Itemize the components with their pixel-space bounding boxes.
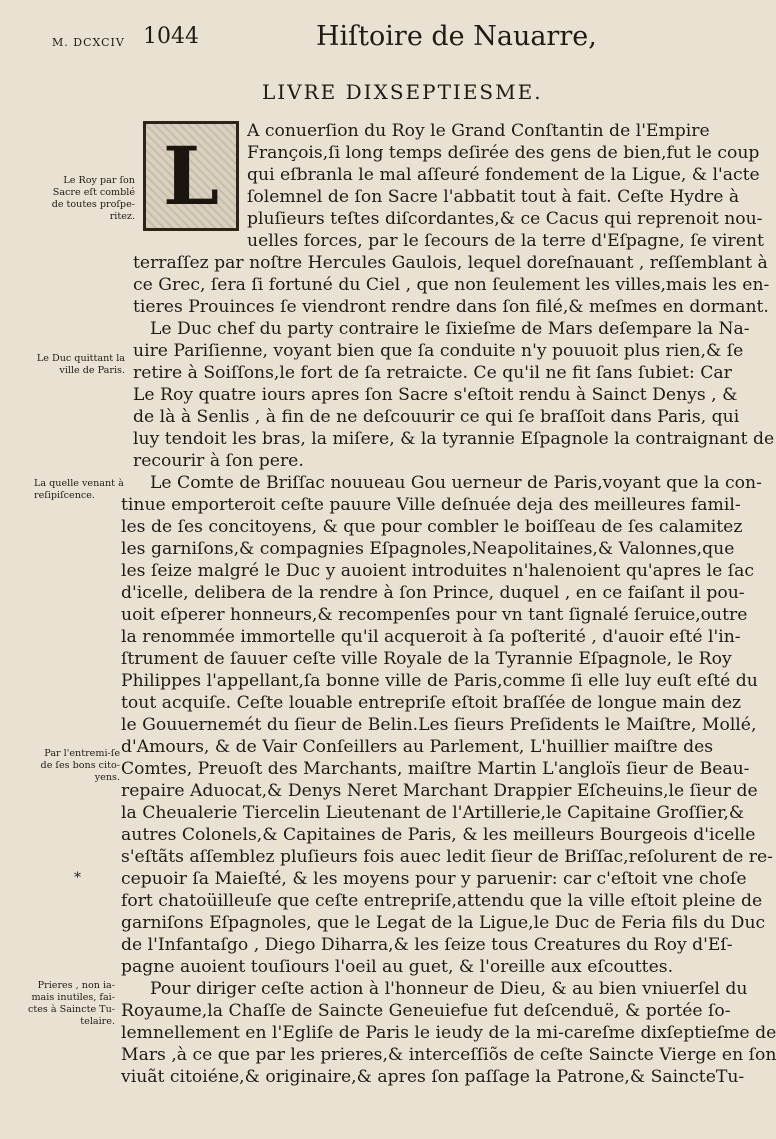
text-line: le Gouuernemét du ſieur de Belin.Les ſieurs Preſidents le Maiſtre, Mollé, xyxy=(121,715,757,735)
text-line: les de ſes concitoyens, & que pour combler le boiſſeau de ſes calamitez xyxy=(121,517,743,537)
text-line: Mars ,à ce que par les prieres,& interceſſiõs de ceſte Saincte Vierge en ſon xyxy=(121,1045,776,1065)
margin-note: Le Duc quittant la ville de Paris. xyxy=(36,353,125,376)
text-line: d'icelle, delibera de la rendre à ſon Prince, duquel , en ce faiſant il pou- xyxy=(121,583,745,603)
page-number: 1044 xyxy=(143,24,199,49)
text-line: pluſieurs teſtes diſcordantes,& ce Cacus qui reprenoit nou- xyxy=(247,209,763,229)
text-line: Le Roy quatre iours apres ſon Sacre s'eſtoit rendu à Sainct Denys , & xyxy=(133,385,738,405)
text-line: ſtrument de ſauuer ceſte ville Royale de la Tyrannie Eſpagnole, le Roy xyxy=(121,649,732,669)
initial-letter: L xyxy=(162,129,220,223)
text-line: cepuoir ſa Maieſté, & les moyens pour y paruenir: car c'eſtoit vne choſe xyxy=(121,869,747,889)
text-line: retire à Soiſſons,le fort de ſa retraicte. Ce qu'il ne fit ſans ſubiet: Car xyxy=(133,363,732,383)
margin-note: La quelle venant à reſipiſcence. xyxy=(34,478,124,501)
text-line: uelles forces, par le ſecours de la terre d'Eſpagne, ſe virent xyxy=(247,231,764,251)
text-line: la Cheualerie Tiercelin Lieutenant de l'Artillerie,le Capitaine Groſſier,& xyxy=(121,803,745,823)
text-line: recourir à ſon pere. xyxy=(133,451,304,471)
text-line: les garniſons,& compagnies Eſpagnoles,Neapolitaines,& Valonnes,que xyxy=(121,539,735,559)
text-line: viuãt citoiéne,& originaire,& apres ſon paſſage la Patrone,& SaincteTu- xyxy=(121,1067,745,1087)
text-line: les ſeize malgré le Duc y auoient introduites n'halenoient qu'apres le ſac xyxy=(121,561,754,581)
text-line: qui eſbranla le mal aſſeuré fondement de la Ligue, & l'acte xyxy=(247,165,760,185)
text-line: François,ſi long temps deſirée des gens de bien,fut le coup xyxy=(247,143,760,163)
text-line: autres Colonels,& Capitaines de Paris, & les meilleurs Bourgeois d'icelle xyxy=(121,825,756,845)
text-line: Pour diriger ceſte action à l'honneur de Dieu, & au bien vniuerſel du xyxy=(150,979,748,999)
text-line: d'Amours, & de Vair Conſeillers au Parlement, L'huillier maiſtre des xyxy=(121,737,714,757)
decorated-initial xyxy=(143,121,239,231)
text-line: A conuerſion du Roy le Grand Conſtantin de l'Empire xyxy=(247,121,710,141)
text-line: uoit eſperer honneurs,& recompenſes pour vn tant ſignalé ſeruice,outre xyxy=(121,605,748,625)
text-line: repaire Aduocat,& Denys Neret Marchant Drappier Eſcheuins,le ſieur de xyxy=(121,781,758,801)
text-line: ce Grec, ſera ſi fortuné du Ciel , que non ſeulement les villes,mais les en- xyxy=(133,275,770,295)
text-line: terraſſez par noſtre Hercules Gaulois, lequel doreſnauant , reſſemblant à xyxy=(133,253,768,273)
text-line: Le Duc chef du party contraire le ſixieſme de Mars deſempare la Na- xyxy=(150,319,750,339)
chapter-heading: LIVRE DIXSEPTIESME. xyxy=(262,80,543,104)
text-line: lemnellement en l'Egliſe de Paris le ieudy de la mi-careſme dixſeptieſme de xyxy=(121,1023,776,1043)
text-line: de l'Infantaſgo , Diego Diharra,& les ſeize tous Creatures du Roy d'Eſ- xyxy=(121,935,733,955)
text-line: Royaume,la Chaſſe de Saincte Geneuiefue fut deſcenduë, & portée ſo- xyxy=(121,1001,731,1021)
text-line: fort chatoüilleuſe que ceſte entrepriſe,attendu que la ville eſtoit pleine de xyxy=(121,891,763,911)
text-line: luy tendoit les bras, la miſere, & la tyrannie Eſpagnole la contraignant de xyxy=(133,429,775,449)
text-line: de là à Senlis , à fin de ne deſcouurir ce qui ſe braſſoit dans Paris, qui xyxy=(133,407,740,427)
text-line: pagne auoient touſiours l'oeil au guet, & l'oreille aux eſcouttes. xyxy=(121,957,674,977)
header-year: M. DCXCIV xyxy=(52,36,125,49)
text-line: Le Comte de Briſſac nouueau Gou uerneur de Paris,voyant que la con- xyxy=(150,473,762,493)
text-line: Comtes, Preuoſt des Marchants, maiſtre Martin L'angloïs ſieur de Beau- xyxy=(121,759,750,779)
text-line: s'eſtãts aſſemblez pluſieurs fois auec ledit ſieur de Briſſac,reſolurent de re- xyxy=(121,847,773,867)
margin-mark: * xyxy=(74,870,81,886)
text-line: la renommée immortelle qu'il acqueroit à ſa poſterité , d'auoir eſté l'in- xyxy=(121,627,741,647)
margin-note: Par l'entremi-ſe de ſes bons cito-yens. xyxy=(40,748,120,783)
text-line: tout acquiſe. Ceſte louable entrepriſe eſtoit braſſée de longue main dez xyxy=(121,693,742,713)
text-line: tinue emporteroit ceſte pauure Ville deſnuée deja des meilleures famil- xyxy=(121,495,741,515)
text-line: Philippes l'appellant,ſa bonne ville de Paris,comme ſi elle luy euſt eſté du xyxy=(121,671,758,691)
running-title: Hiſtoire de Nauarre, xyxy=(316,21,597,52)
margin-note: Le Roy par ſon Sacre eſt comblé de toutes proſpe-ritez. xyxy=(51,175,135,222)
margin-note: Prieres , non ia-mais inutiles, fai-ctes à Saincte Tu-telaire. xyxy=(28,980,115,1027)
text-line: tieres Prouinces ſe viendront rendre dans ſon filé,& meſmes en dormant. xyxy=(133,297,769,317)
text-line: garniſons Eſpagnoles, que le Legat de la Ligue,le Duc de Feria fils du Duc xyxy=(121,913,766,933)
text-line: uire Pariſienne, voyant bien que ſa conduite n'y pouuoit plus rien,& ſe xyxy=(133,341,744,361)
text-line: ſolemnel de ſon Sacre l'abbatit tout à fait. Ceſte Hydre à xyxy=(247,187,740,207)
